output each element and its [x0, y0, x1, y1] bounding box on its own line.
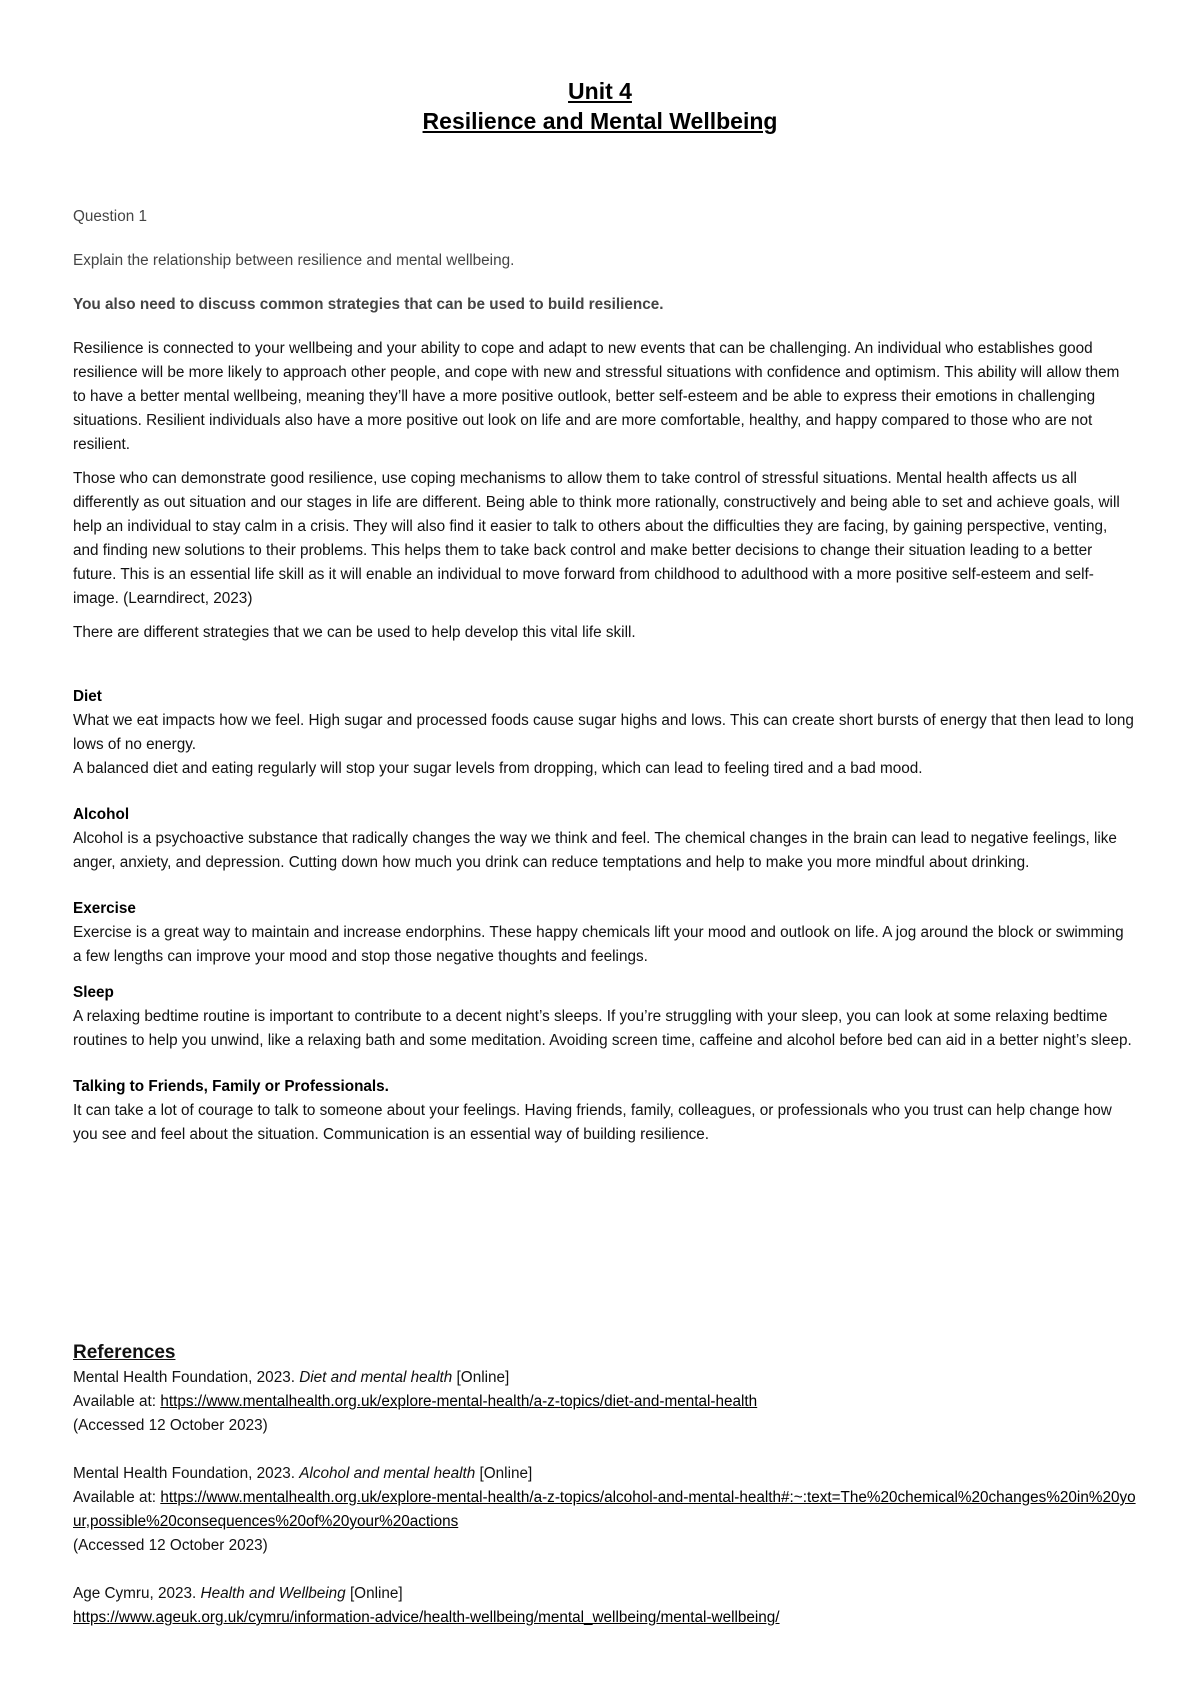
strategy-heading: Talking to Friends, Family or Professionals.	[73, 1078, 389, 1095]
reference-link[interactable]: https://www.mentalhealth.org.uk/explore-mental-health/a-z-topics/alcohol-and-mental-health#:~:text=The%20chemical%20changes%20in%20your,possible%20consequences%20of%20your%20actions	[73, 1489, 1136, 1530]
answer-paragraph: Those who can demonstrate good resilience, use coping mechanisms to allow them to take control of stressful situations. Mental health affects us all differently as out situation and our stages in life are different. Being able to think more rationally, constructively and being able to set and achieve goals, will help an individual to stay calm in a crisis. They will also find it easier to talk to others about the difficulties they are facing, by gaining perspective, venting, and finding new solutions to their problems. This helps them to take back control and make better decisions to change their situation leading to a better future. This is an essential life skill as it will enable an individual to move forward from childhood to adulthood with a more positive self-esteem and self-image. (Learndirect, 2023)	[73, 470, 1120, 607]
reference-accessed: (Accessed 12 October 2023)	[73, 1417, 268, 1434]
document-title	[0, 76, 1200, 136]
strategy-text: A relaxing bedtime routine is important to contribute to a decent night’s sleeps. If you’re struggling with your sleep, you can look at some relaxing bedtime routines to help you unwind, like a relaxing bath and some meditation. Avoiding screen time, caffeine and alcohol before bed can aid in a better night’s sleep.	[73, 1008, 1132, 1049]
reference-item	[73, 1582, 1136, 1630]
question-label: Question 1	[73, 208, 147, 225]
answer-paragraph: Resilience is connected to your wellbeing and your ability to cope and adapt to new events that can be challenging. An individual who establishes good resilience will be more likely to approach other people, and cope with new and stressful situations with confidence and optimism. This ability will allow them to have a better mental wellbeing, meaning they’ll have a more positive outlook, better self-esteem and be able to express their emotions in challenging situations. Resilient individuals also have a more positive out look on life and are more comfortable, healthy, and happy compared to those who are not resilient.	[73, 340, 1120, 453]
reference-title: Health and Wellbeing	[200, 1585, 346, 1602]
reference-medium: [Online]	[479, 1465, 533, 1482]
strategy-talking	[73, 1075, 1136, 1147]
strategy-text: It can take a lot of courage to talk to someone about your feelings. Having friends, family, colleagues, or professionals who you trust can help change how you see and feel about the situation. Communication is an essential way of building resilience.	[73, 1102, 1112, 1143]
reference-item	[73, 1366, 1136, 1438]
strategy-diet	[73, 685, 1136, 781]
strategy-sleep	[73, 981, 1136, 1053]
reference-available-label: Available at:	[73, 1489, 157, 1506]
reference-title: Diet and mental health	[299, 1369, 453, 1386]
strategy-text: Alcohol is a psychoactive substance that radically changes the way we think and feel. The chemical changes in the brain can lead to negative feelings, like anger, anxiety, and depression. Cutting down how much you drink can reduce temptations and help to make you more mindful about drinking.	[73, 830, 1117, 871]
references-section	[73, 1340, 1136, 1654]
question-prompt: Explain the relationship between resilience and mental wellbeing.	[73, 252, 515, 269]
reference-link[interactable]: https://www.ageuk.org.uk/cymru/information-advice/health-wellbeing/mental_wellbeing/mental-wellbeing/	[73, 1609, 780, 1626]
answer-paragraph: There are different strategies that we can be used to help develop this vital life skill.	[73, 624, 636, 641]
strategy-alcohol	[73, 803, 1136, 875]
strategy-heading: Diet	[73, 688, 102, 705]
reference-author: Mental Health Foundation, 2023.	[73, 1369, 295, 1386]
strategy-heading: Alcohol	[73, 806, 130, 823]
reference-medium: [Online]	[349, 1585, 403, 1602]
reference-author: Mental Health Foundation, 2023.	[73, 1465, 295, 1482]
reference-link[interactable]: https://www.mentalhealth.org.uk/explore-mental-health/a-z-topics/diet-and-mental-health	[160, 1393, 758, 1410]
strategy-exercise	[73, 897, 1136, 969]
reference-accessed: (Accessed 12 October 2023)	[73, 1537, 268, 1554]
reference-available-label: Available at:	[73, 1393, 157, 1410]
strategy-text: Exercise is a great way to maintain and increase endorphins. These happy chemicals lift your mood and outlook on life. A jog around the block or swimming a few lengths can improve your mood and stop those negative thoughts and feelings.	[73, 924, 1124, 965]
reference-medium: [Online]	[456, 1369, 510, 1386]
strategy-text: What we eat impacts how we feel. High sugar and processed foods cause sugar highs and lows. This can create short bursts of energy that then lead to long lows of no energy.	[73, 712, 1134, 753]
question-prompt-strategies: You also need to discuss common strategies that can be used to build resilience.	[73, 296, 664, 313]
strategy-text: A balanced diet and eating regularly will stop your sugar levels from dropping, which can lead to feeling tired and a bad mood.	[73, 760, 923, 777]
unit-title: Unit 4	[568, 78, 632, 104]
reference-item	[73, 1462, 1136, 1558]
reference-author: Age Cymru, 2023.	[73, 1585, 197, 1602]
reference-title: Alcohol and mental health	[299, 1465, 476, 1482]
document-body	[73, 205, 1136, 1169]
references-heading: References	[73, 1342, 176, 1363]
strategy-heading: Exercise	[73, 900, 136, 917]
unit-subtitle: Resilience and Mental Wellbeing	[422, 108, 778, 134]
strategy-heading: Sleep	[73, 984, 114, 1001]
